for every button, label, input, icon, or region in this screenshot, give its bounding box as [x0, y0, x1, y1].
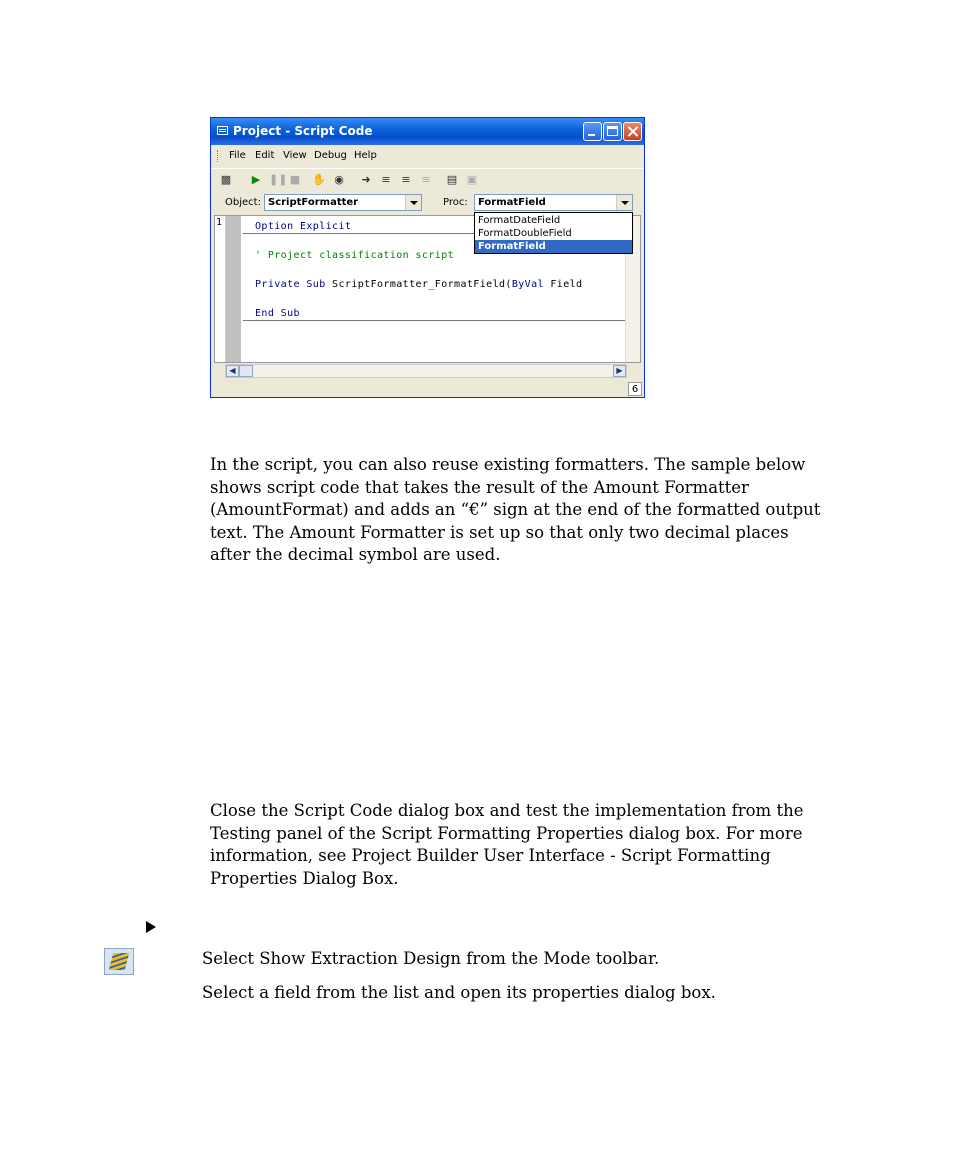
pause-icon[interactable]: ❚❚ — [269, 173, 288, 186]
code-sub-name: ScriptFormatter_FormatField( — [325, 279, 512, 290]
paragraph-reuse-formatters: In the script, you can also reuse existing formatters. The sample below shows script code that takes the result of the Amount Formatter (AmountFormat) and adds an “€” sign at the end of the formatted output text. The Amount Formatter is set up so that only two decimal places after the decimal symbol are used. — [210, 455, 821, 564]
proc-option[interactable]: FormatDateField — [478, 215, 561, 226]
scroll-left-icon[interactable]: ◀ — [226, 365, 239, 377]
bullet-arrow-icon — [146, 921, 156, 933]
scroll-right-icon[interactable]: ▶ — [613, 365, 626, 377]
code-param: Field — [543, 279, 583, 290]
object-value: ScriptFormatter — [268, 197, 359, 208]
step-into-icon[interactable]: ➜ — [361, 173, 371, 186]
close-button[interactable] — [623, 122, 642, 141]
object-label: Object: — [225, 197, 261, 208]
step-over-icon[interactable]: ≡ — [381, 173, 391, 186]
status-indicator: 6 — [628, 382, 642, 396]
step-select-field: Select a field from the list and open its properties dialog box. — [202, 983, 716, 1002]
scroll-thumb[interactable] — [239, 365, 253, 377]
code-line-end-sub: End Sub — [255, 308, 300, 319]
project-icon[interactable]: ▩ — [220, 173, 232, 186]
properties-icon[interactable]: ▣ — [466, 173, 478, 186]
menubar-grip — [217, 150, 220, 162]
code-line-comment: ' Project classification script — [255, 250, 455, 261]
window-icon — [217, 126, 228, 135]
hand-icon[interactable]: ✋ — [312, 173, 326, 186]
proc-value: FormatField — [478, 197, 546, 208]
object-combo[interactable] — [264, 194, 422, 211]
menu-help[interactable]: Help — [354, 150, 377, 161]
proc-option[interactable]: FormatDoubleField — [478, 228, 572, 239]
menu-view[interactable]: View — [283, 150, 307, 161]
maximize-button[interactable] — [603, 122, 622, 141]
object-proc-row — [211, 192, 644, 214]
run-icon[interactable]: ▶ — [251, 173, 261, 186]
procedure-separator — [243, 320, 633, 321]
extraction-design-mode-icon — [104, 948, 134, 975]
menu-edit[interactable]: Edit — [255, 150, 275, 161]
proc-label: Proc: — [443, 197, 468, 208]
code-line-option-explicit: Option Explicit — [255, 221, 352, 232]
code-keyword-byval: ByVal — [511, 279, 544, 290]
watch-icon[interactable]: ◉ — [334, 173, 344, 186]
menu-debug[interactable]: Debug — [314, 150, 347, 161]
code-view-icon[interactable]: ▤ — [446, 173, 458, 186]
step-select-extraction-design: Select Show Extraction Design from the Mode toolbar. — [202, 949, 660, 968]
dropdown-arrow-icon[interactable] — [405, 195, 421, 210]
line-gutter — [215, 216, 226, 362]
dropdown-arrow-icon[interactable] — [616, 195, 632, 210]
toolbar — [211, 168, 644, 191]
menu-bar — [211, 146, 644, 166]
run-to-cursor-icon[interactable]: ≡ — [421, 173, 431, 186]
code-keyword-private-sub: Private Sub — [255, 279, 326, 290]
horizontal-scrollbar[interactable] — [225, 364, 627, 378]
menu-file[interactable]: File — [229, 150, 246, 161]
step-out-icon[interactable]: ≡ — [401, 173, 411, 186]
minimize-button[interactable] — [583, 122, 602, 141]
proc-combo[interactable] — [474, 194, 633, 211]
proc-option-selected[interactable]: FormatField — [475, 240, 632, 253]
window-title: Project - Script Code — [233, 124, 373, 138]
script-code-window — [210, 117, 645, 398]
line-number: 1 — [216, 217, 223, 228]
code-line-sub-declaration — [255, 279, 582, 290]
editor-margin — [226, 216, 241, 362]
window-titlebar[interactable] — [211, 118, 644, 145]
paragraph-close-dialog: Close the Script Code dialog box and test the implementation from the Testing panel of the Script Formatting Properties dialog box. For more information, see Project Builder User Interface - Script Formatting Properties Dialog Box. — [210, 801, 804, 888]
stop-icon[interactable]: ■ — [289, 173, 301, 186]
proc-dropdown-list — [474, 212, 633, 254]
